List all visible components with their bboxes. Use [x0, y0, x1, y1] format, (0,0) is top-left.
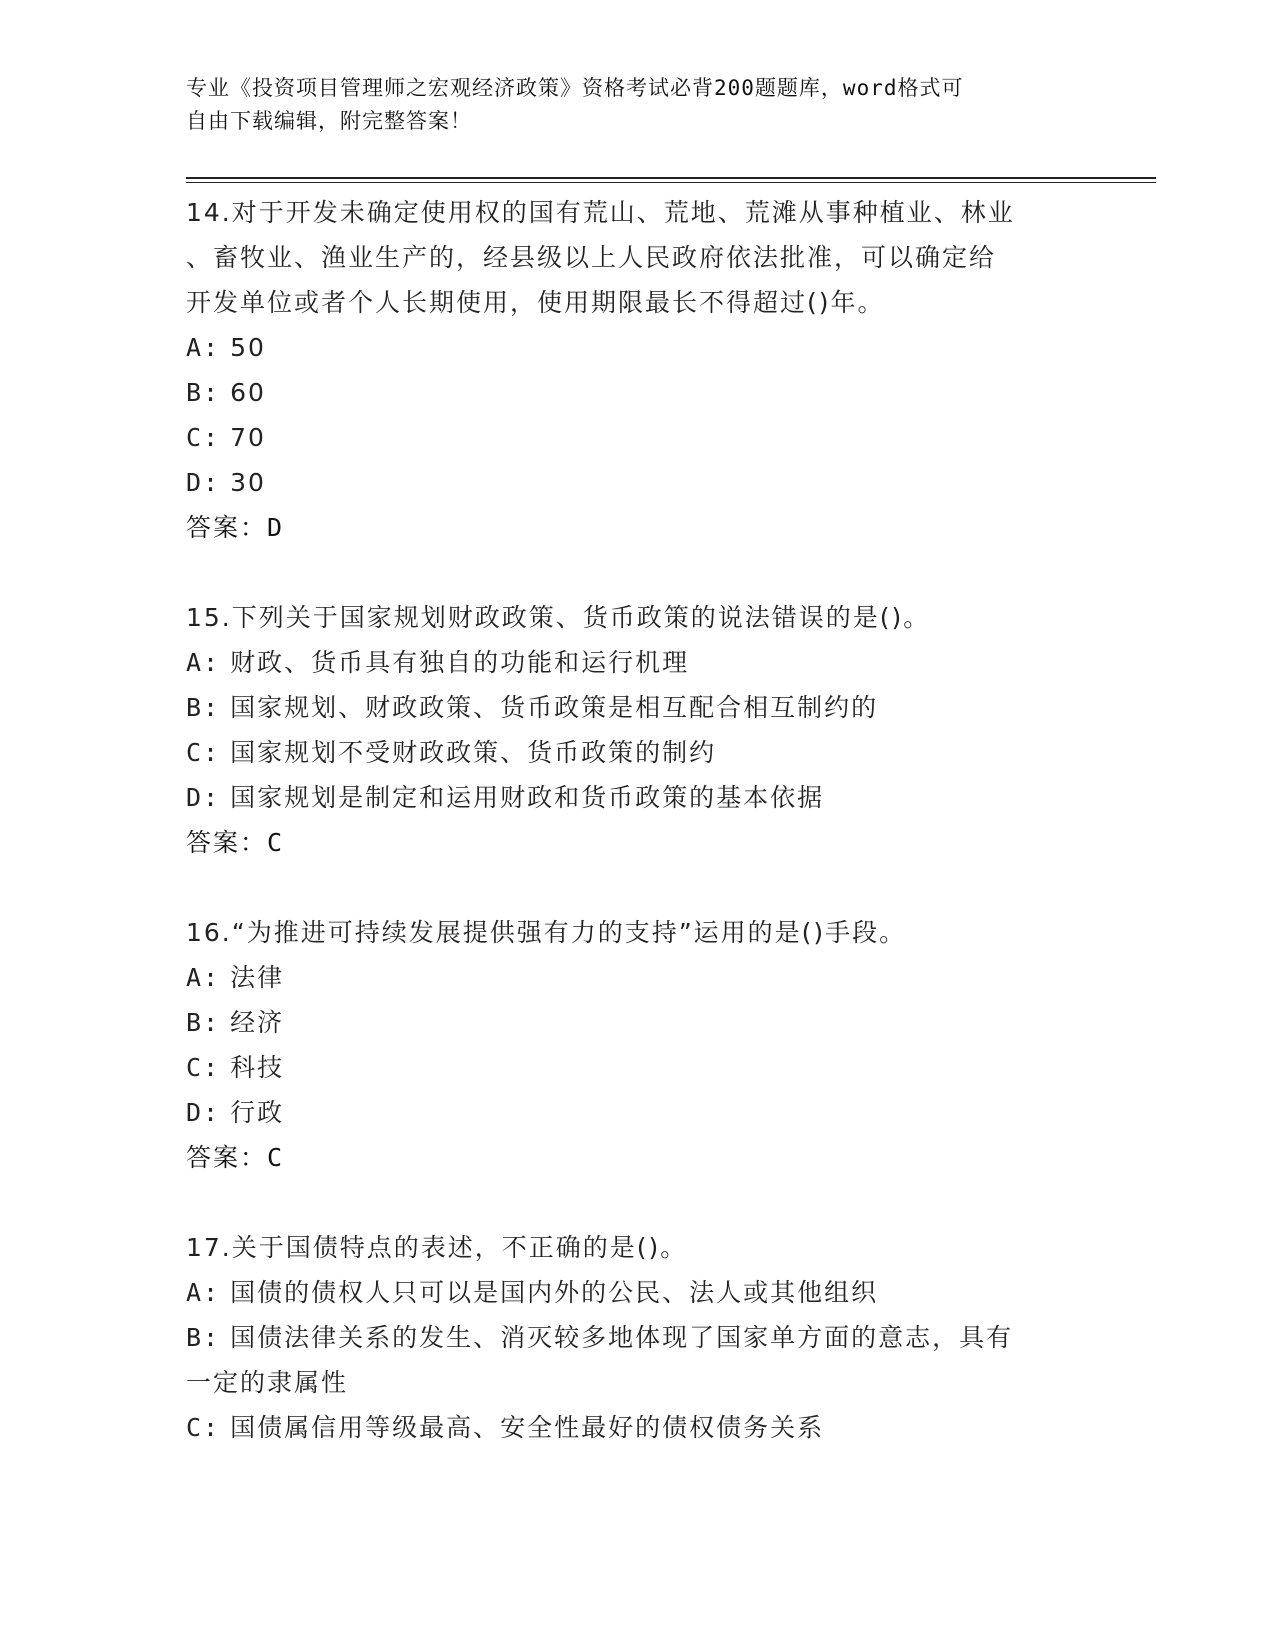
answer-line: [186, 1135, 1086, 1180]
option-label: A:: [186, 1278, 221, 1307]
option-label: D:: [186, 1098, 221, 1127]
option-label: C:: [186, 423, 221, 452]
answer-label: 答案：: [186, 828, 268, 857]
option-text: 科技: [230, 1053, 285, 1082]
question-stem-line: 16.“为推进可持续发展提供强有力的支持”运用的是()手段。: [186, 918, 907, 947]
header-divider-thin: [186, 182, 1156, 183]
option-text: 60: [230, 378, 266, 407]
option-a: [186, 1270, 1086, 1315]
option-text: 经济: [230, 1008, 285, 1037]
question-stem-line: 15.下列关于国家规划财政政策、货币政策的说法错误的是()。: [186, 603, 931, 632]
question-stem-line: 、畜牧业、渔业生产的，经县级以上人民政府依法批准，可以确定给: [186, 243, 997, 272]
option-d: [186, 1090, 1086, 1135]
option-text: 国债法律关系的发生、消灭较多地体现了国家单方面的意志，具有: [230, 1323, 1014, 1352]
option-text: 70: [230, 423, 266, 452]
question-17: [186, 1225, 1086, 1450]
option-label: B:: [186, 1008, 221, 1037]
option-label: A:: [186, 648, 221, 677]
option-text: 30: [230, 468, 266, 497]
option-b: [186, 1315, 1086, 1360]
option-label: D:: [186, 468, 221, 497]
option-label: C:: [186, 1413, 221, 1442]
answer-value: C: [267, 828, 285, 857]
option-label: C:: [186, 738, 221, 767]
option-a: [186, 955, 1086, 1000]
option-label: B:: [186, 378, 221, 407]
option-label: D:: [186, 783, 221, 812]
answer-line: [186, 820, 1086, 865]
header-divider-thick: [186, 177, 1156, 179]
question-stem-line: 开发单位或者个人长期使用，使用期限最长不得超过()年。: [186, 288, 885, 317]
option-c: [186, 1045, 1086, 1090]
option-b-continuation: 一定的隶属性: [186, 1368, 349, 1397]
option-c: [186, 730, 1086, 775]
option-a: [186, 640, 1086, 685]
question-stem-line: 17.关于国债特点的表述，不正确的是()。: [186, 1233, 688, 1262]
option-d: [186, 775, 1086, 820]
question-list: [186, 190, 1086, 1495]
option-label: C:: [186, 1053, 221, 1082]
header-line-2: 自由下载编辑，附完整答案！: [186, 109, 472, 133]
answer-label: 答案：: [186, 1143, 268, 1172]
document-header: [186, 72, 1086, 138]
option-text: 法律: [230, 963, 285, 992]
option-text: 国家规划不受财政政策、货币政策的制约: [230, 738, 717, 767]
header-line-1: 专业《投资项目管理师之宏观经济政策》资格考试必背200题题库，word格式可: [186, 76, 964, 100]
option-text: 国家规划是制定和运用财政和货币政策的基本依据: [230, 783, 825, 812]
question-stem-line: 14.对于开发未确定使用权的国有荒山、荒地、荒滩从事种植业、林业: [186, 198, 1015, 227]
option-b: [186, 685, 1086, 730]
option-c: [186, 415, 1086, 460]
option-label: B:: [186, 693, 221, 722]
option-label: A:: [186, 963, 221, 992]
option-a: [186, 325, 1086, 370]
option-text: 国债的债权人只可以是国内外的公民、法人或其他组织: [230, 1278, 879, 1307]
answer-value: C: [267, 1143, 285, 1172]
option-text: 50: [230, 333, 266, 362]
option-label: B:: [186, 1323, 221, 1352]
question-15: [186, 595, 1086, 865]
option-text: 财政、货币具有独自的功能和运行机理: [230, 648, 690, 677]
answer-line: [186, 505, 1086, 550]
option-text: 行政: [230, 1098, 285, 1127]
option-text: 国家规划、财政政策、货币政策是相互配合相互制约的: [230, 693, 879, 722]
question-14: [186, 190, 1086, 550]
option-d: [186, 460, 1086, 505]
option-text: 国债属信用等级最高、安全性最好的债权债务关系: [230, 1413, 825, 1442]
question-16: [186, 910, 1086, 1180]
option-label: A:: [186, 333, 221, 362]
option-c: [186, 1405, 1086, 1450]
answer-label: 答案：: [186, 513, 268, 542]
option-b: [186, 1000, 1086, 1045]
option-b: [186, 370, 1086, 415]
answer-value: D: [267, 513, 285, 542]
